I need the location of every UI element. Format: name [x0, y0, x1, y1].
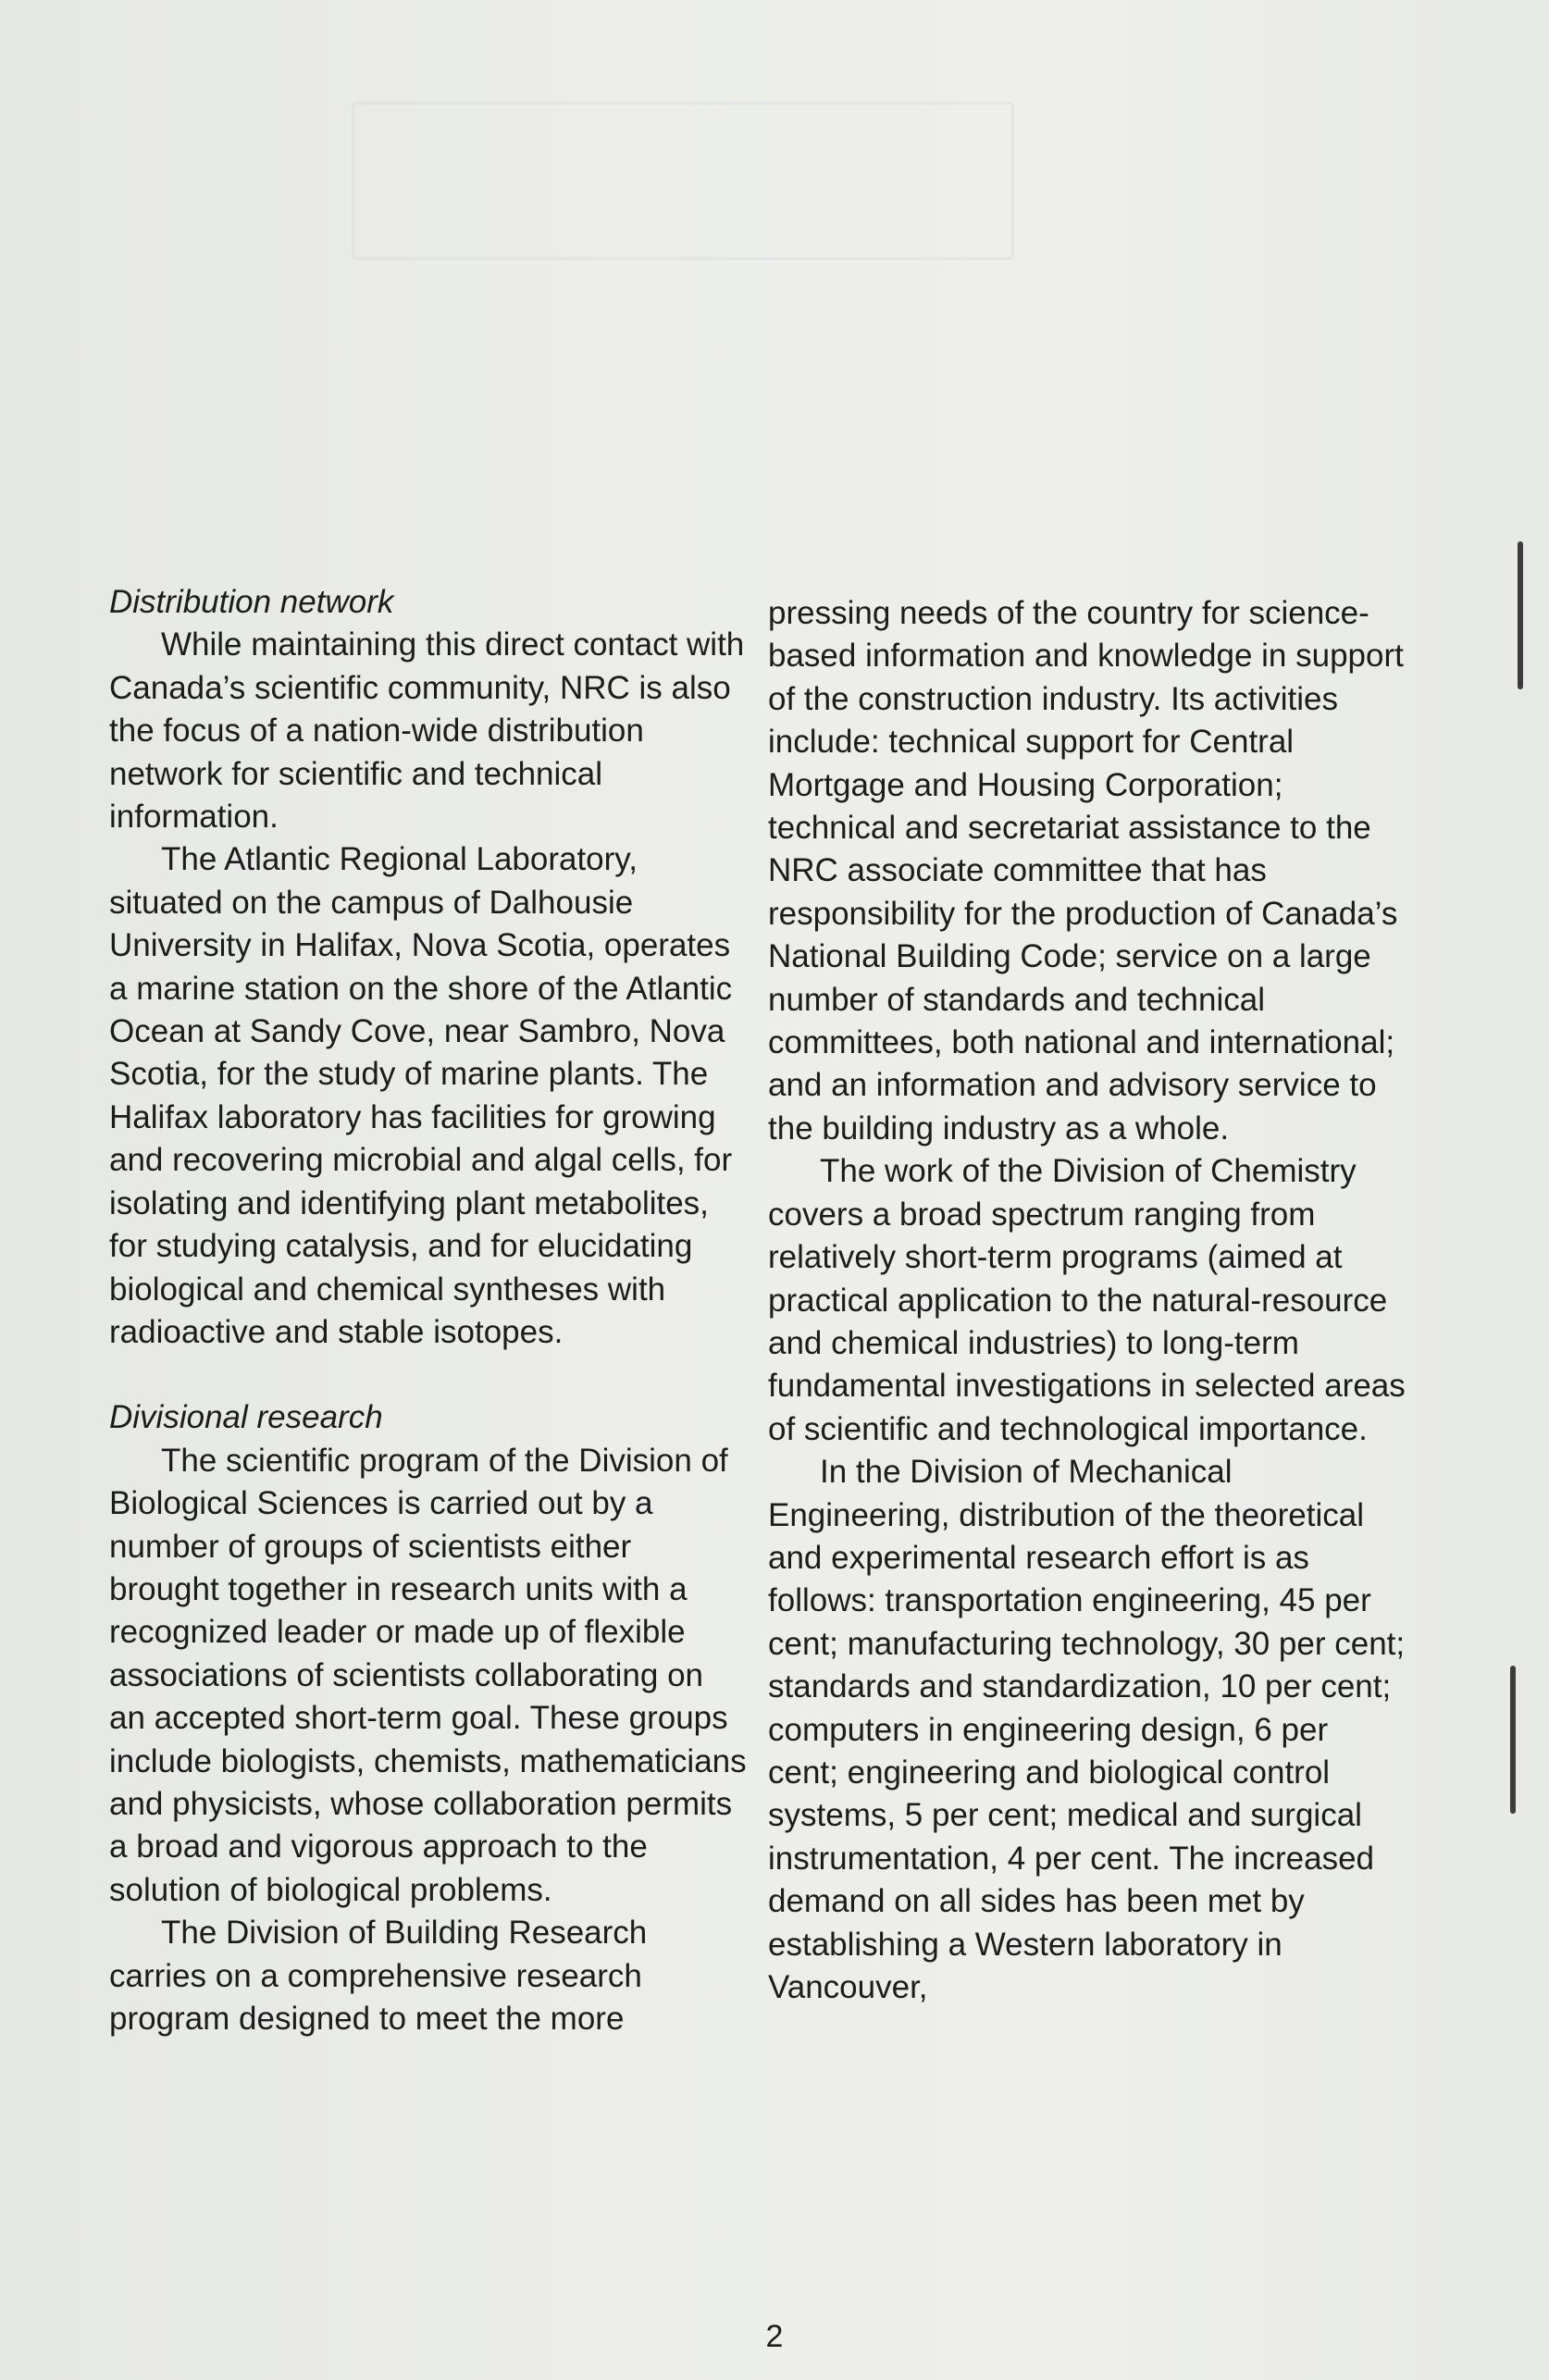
paragraph-building-research: The Division of Building Research carries on a comprehensive research program designed to meet the more — [109, 1915, 648, 2037]
faded-stamp-box — [352, 102, 1014, 260]
paragraph-chemistry: The work of the Division of Chemistry covers a broad spectrum ranging from relatively short-term programs (aimed at practical application to the natural-resource and chemical industries) to long-term fundamental investigations in selected areas of scientific and technological importance. — [768, 1153, 1406, 1447]
right-column — [768, 592, 1406, 2009]
section-heading-divisional-research: Divisional research — [109, 1399, 383, 1436]
page-number: 2 — [765, 2319, 784, 2354]
section-gap — [109, 1354, 748, 1396]
paragraph-atlantic-laboratory: The Atlantic Regional Laboratory, situated on the campus of Dalhousie University in Halifax, Nova Scotia, operates a marine station on the shore of the Atlantic Ocean at Sandy Cove, near Sambro, Nova Scotia, for the study of marine plants. The Halifax laboratory has facilities for growing and recovering microbial and algal cells, for isolating and identifying plant metabolites, for studying catalysis, and for elucidating biological and chemical syntheses with radioactive and stable isotopes. — [109, 841, 733, 1350]
section-heading-distribution-network: Distribution network — [109, 584, 394, 620]
paragraph-mechanical-engineering: In the Division of Mechanical Engineering, distribution of the theoretical and experimental research effort is as follows: transportation engineering, 45 per cent; manufacturing technology, 30 per cent; standards and standardization, 10 per cent; computers in engineering design, 6 per cent; engineering and biological control systems, 5 per cent; medical and surgical instrumentation, 4 per cent. The increased demand on all sides has been met by establishing a Western laboratory in Vancouver, — [768, 1454, 1406, 2005]
paragraph-biological-sciences: The scientific program of the Division of Biological Sciences is carried out by a number of groups of scientists either brought together in research units with a recognized leader or made up of flexible associations of scientists collaborating on an accepted short-term goal. These groups include biologists, chemists, mathematicians and physicists, whose collaboration permits a broad and vigorous approach to the solution of biological problems. — [109, 1442, 747, 1908]
staple-top — [1518, 541, 1523, 689]
staple-bottom — [1510, 1666, 1516, 1814]
left-column — [109, 581, 748, 2040]
paragraph-direct-contact: While maintaining this direct contact with Canada’s scientific community, NRC is also the focus of a nation-wide distribution network for scientific and technical information. — [109, 626, 745, 836]
paragraph-construction-industry: pressing needs of the country for science-based information and knowledge in support of the construction industry. Its activities include: technical support for Central Mortgage and Housing Corporation; technical and secretariat assistance to the NRC associate committee that has responsibility for the production of Canada’s National Building Code; service on a large number of standards and technical committees, both national and international; and an information and advisory service to the building industry as a whole. — [768, 595, 1404, 1147]
